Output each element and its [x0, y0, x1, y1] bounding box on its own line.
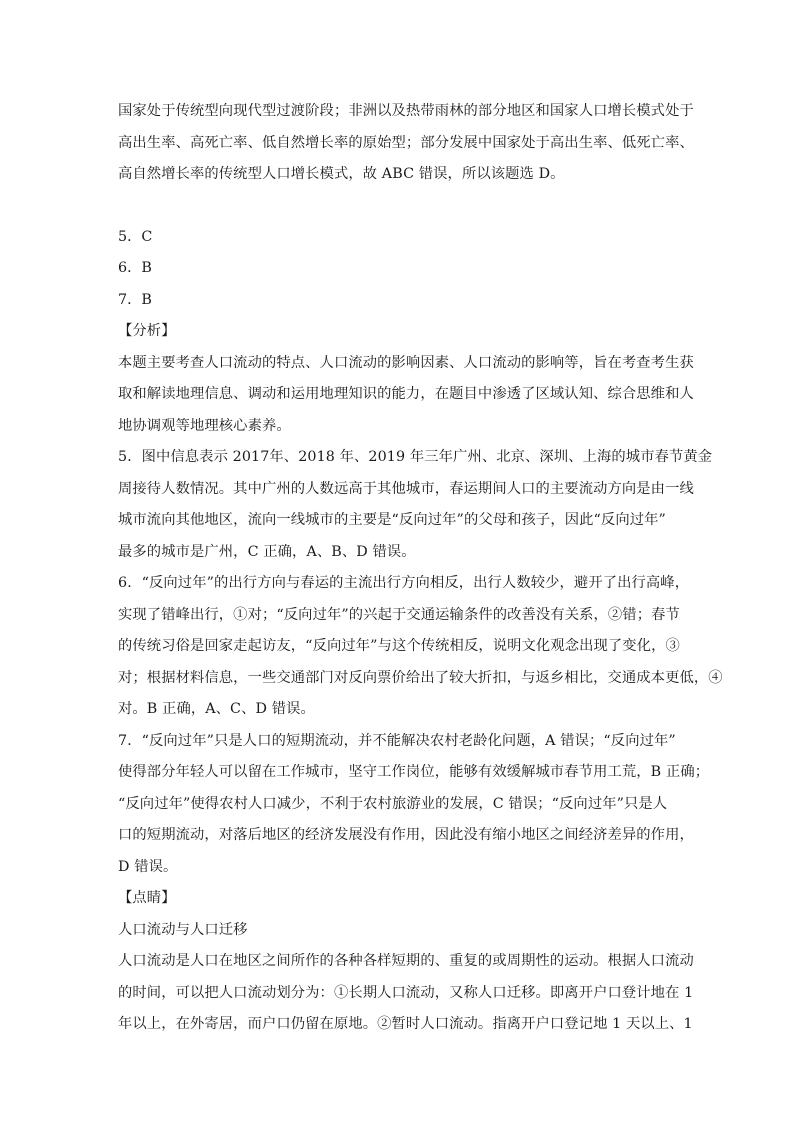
text-line: 周接待人数情况。其中广州的人数远高于其他城市，春运期间人口的主要流动方向是由一线: [118, 480, 694, 497]
text-line: 取和解读地理信息、调动和运用地理知识的能力，在题目中渗透了区域认知、综合思维和人: [118, 386, 694, 402]
answer-6: 6．B: [118, 260, 152, 276]
answer-list: [118, 222, 678, 317]
text-line: 7．“反向过年”只是人口的短期流动，并不能解决农村老龄化问题，A 错误；“反向过年”: [118, 732, 676, 749]
text-line: 最多的城市是广州，C 正确，A、B、D 错误。: [118, 543, 416, 560]
analysis-heading: 【分析】: [118, 323, 176, 339]
text-line: 人口流动是人口在地区之间所作的各种各样短期的、重复的或周期性的运动。根据人口流动: [118, 953, 694, 969]
question-6-explanation: [118, 568, 723, 726]
question-7-explanation: [118, 726, 710, 884]
text-line: 口的短期流动，对落后地区的经济发展没有作用，因此没有缩小地区之间经济差异的作用，: [118, 827, 694, 843]
text-line: 对。B 正确，A、C、D 错误。: [118, 701, 315, 717]
text-line: 国家处于传统型向现代型过渡阶段；非洲以及热带雨林的部分地区和国家人口增长模式处于: [118, 103, 694, 119]
analysis-paragraph: [118, 348, 694, 443]
text-line: 实现了错峰出行，①对；“反向过年”的兴起于交通运输条件的改善没有关系，②错；春节: [118, 606, 680, 623]
text-line: 高出生率、高死亡率、低自然增长率的原始型；部分发展中国家处于高出生率、低死亡率、: [118, 134, 694, 151]
text-line: 地协调观等地理核心素养。: [118, 417, 291, 434]
text-line: 高自然增长率的传统型人口增长模式，故 ABC 错误，所以该题选 D。: [118, 166, 565, 182]
text-line: D 错误。: [118, 858, 178, 875]
points-heading: 【点睛】: [118, 890, 176, 906]
text-line: 城市流向其他地区，流向一线城市的主要是“反向过年”的父母和孩子，因此“反向过年”: [118, 512, 666, 528]
points-paragraph: [118, 946, 694, 1041]
answer-7: 7．B: [118, 291, 152, 308]
spacer: [118, 191, 678, 222]
text-line: 的传统习俗是回家走起访友，“反向过年”与这个传统相反，说明文化观念出现了变化，③: [118, 638, 680, 654]
text-line: 本题主要考查人口流动的特点、人口流动的影响因素、人口流动的影响等，旨在考查考生获: [118, 354, 694, 371]
text-line: 年以上，在外寄居，而户口仍留在原地。②暂时人口流动。指离开户口登记地 1 天以上、1: [118, 1016, 693, 1032]
text-line: “反向过年”使得农村人口减少，不利于农村旅游业的发展，C 错误；“反向过年”只是人: [118, 795, 668, 812]
document-page: [118, 96, 723, 1041]
text-line: 的时间，可以把人口流动划分为：①长期人口流动，又称人口迁移。即离开户口登计地在 1: [118, 984, 694, 1001]
answer-5: 5．C: [118, 228, 153, 245]
text-line: 6．“反向过年”的出行方向与春运的主流出行方向相反，出行人数较少，避开了出行高峰，: [118, 575, 690, 591]
text-line: 使得部分年轻人可以留在工作城市，坚守工作岗位，能够有效缓解城市春节用工荒，B 正确；: [118, 764, 710, 780]
question-5-explanation: [118, 442, 713, 568]
text-line: 对；根据材料信息，一些交通部门对反向票价给出了较大折扣，与返乡相比，交通成本更低，④: [118, 669, 723, 686]
points-subtitle: 人口流动与人口迁移: [118, 921, 248, 938]
intro-paragraph: [118, 96, 694, 191]
text-line: 5．图中信息表示 2017年、2018 年、2019 年三年广州、北京、深圳、上海的城市春节黄金: [118, 449, 713, 465]
